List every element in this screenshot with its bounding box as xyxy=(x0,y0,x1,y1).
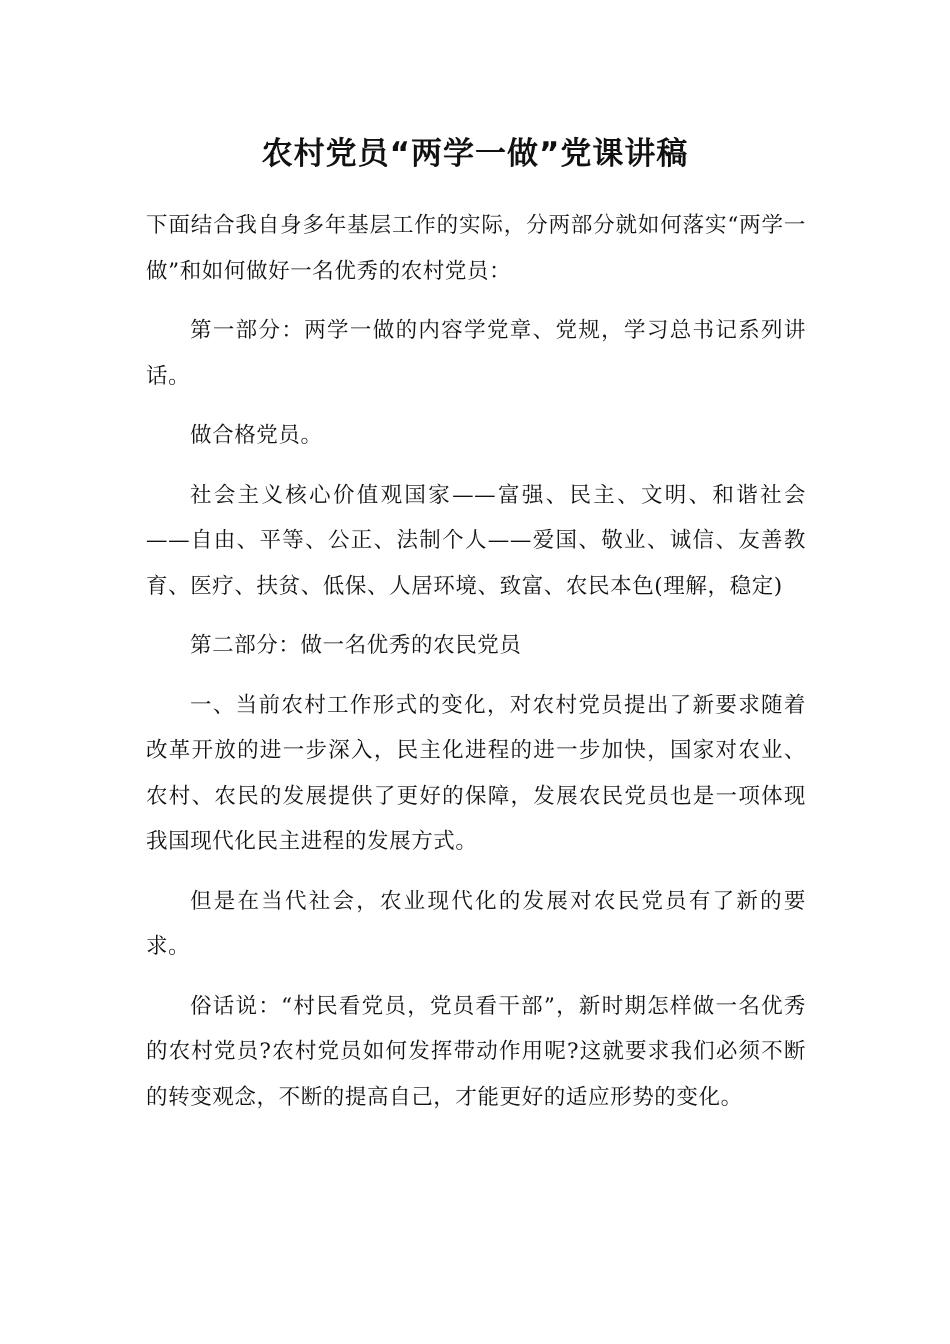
paragraph-part-one: 第一部分：两学一做的内容学党章、党规，学习总书记系列讲话。 xyxy=(146,318,806,389)
document-body xyxy=(146,203,806,1134)
paragraph-section-one: 一、当前农村工作形式的变化，对农村党员提出了新要求随着改革开放的进一步深入，民主化进程的进一步加快，国家对农业、农村、农民的发展提供了更好的保障，发展农民党员也是一项体现我国现代化民主进程的发展方式。 xyxy=(146,692,806,854)
paragraph-part-two: 第二部分：做一名优秀的农民党员 xyxy=(190,633,522,658)
paragraph-intro: 下面结合我自身多年基层工作的实际，分两部分就如何落实“两学一做”和如何做好一名优秀的农村党员： xyxy=(146,213,806,284)
paragraph-saying: 俗话说：“村民看党员，党员看干部”，新时期怎样做一名优秀的农村党员?农村党员如何发挥带动作用呢?这就要求我们必须不断的转变观念，不断的提高自己，才能更好的适应形势的变化。 xyxy=(146,993,806,1110)
paragraph-qualified-member: 做合格党员。 xyxy=(190,423,323,448)
paragraph-core-values: 社会主义核心价值观国家——富强、民主、文明、和谐社会——自由、平等、公正、法制个人——爱国、敬业、诚信、友善教育、医疗、扶贫、低保、人居环境、致富、农民本色(理解，稳定) xyxy=(146,482,806,599)
paragraph-new-requirements: 但是在当代社会，农业现代化的发展对农民党员有了新的要求。 xyxy=(146,888,806,959)
document-title: 农村党员“两学一做”党课讲稿 xyxy=(261,136,689,172)
